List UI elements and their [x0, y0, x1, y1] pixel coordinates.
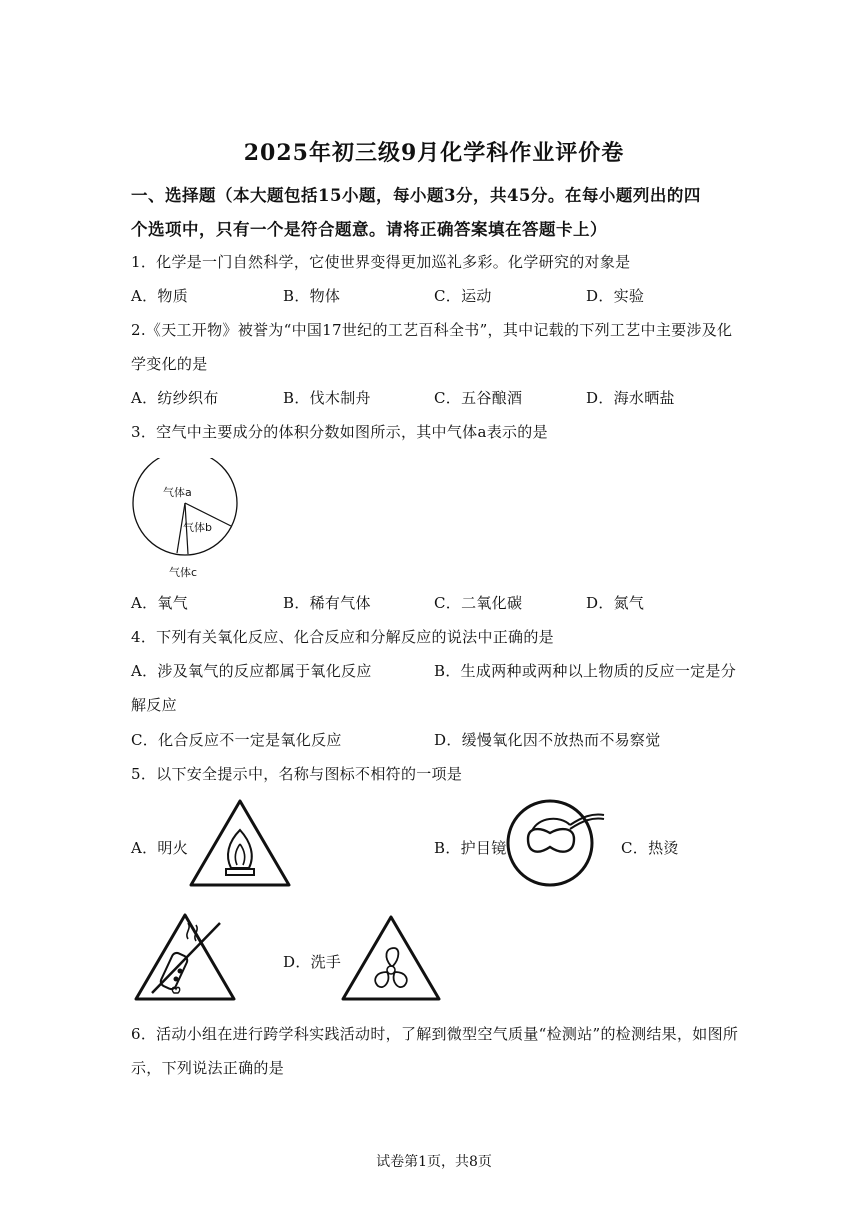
- page-title: 2025年初三级9月化学科作业评价卷: [243, 140, 625, 166]
- question-5-text: 5．以下安全提示中，名称与图标不相符的一项是: [131, 765, 463, 783]
- q3-option-a: A．氧气: [131, 594, 189, 612]
- q2-option-a: A．纺纱织布: [131, 389, 219, 407]
- ventilation-fan-warning-icon: [340, 914, 442, 1002]
- label-gas-b: 气体b: [183, 521, 212, 534]
- air-composition-pie-figure: [125, 458, 255, 588]
- open-flame-warning-icon: [188, 798, 292, 888]
- q5-option-d: D．洗手: [283, 953, 342, 971]
- question-4-text: 4．下列有关氧化反应、化合反应和分解反应的说法中正确的是: [131, 628, 554, 646]
- q1-option-d: D．实验: [586, 287, 645, 305]
- question-1-text: 1．化学是一门自然科学，它使世界变得更加巡礼多彩。化学研究的对象是: [131, 253, 631, 271]
- q3-option-b: B．稀有气体: [283, 594, 371, 612]
- section-heading-line-2: 个选项中，只有一个是符合题意。请将正确答案填在答题卡上）: [131, 220, 607, 239]
- q1-option-a: A．物质: [131, 287, 189, 305]
- question-2-text-line-2: 学变化的是: [131, 355, 208, 373]
- q2-option-c: C．五谷酿酒: [434, 389, 523, 407]
- q4-option-c: C．化合反应不一定是氧化反应: [131, 731, 342, 749]
- question-6-text-line-2: 示，下列说法正确的是: [131, 1059, 285, 1077]
- label-gas-a: 气体a: [163, 486, 192, 499]
- q2-option-d: D．海水晒盐: [586, 389, 675, 407]
- eye-protection-goggles-icon: [504, 797, 610, 889]
- q3-option-d: D．氮气: [586, 594, 645, 612]
- section-heading-line-1: 一、选择题（本大题包括15小题，每小题3分，共45分。在每小题列出的四: [131, 186, 701, 205]
- q4-option-b: B．生成两种或两种以上物质的反应一定是分: [434, 662, 737, 680]
- q5-option-b: B．护目镜: [434, 839, 507, 857]
- q3-option-c: C．二氧化碳: [434, 594, 523, 612]
- question-2-text-line-1: 2.《天工开物》被誉为“中国17世纪的工艺百科全书”，其中记载的下列工艺中主要涉及化: [131, 321, 733, 339]
- q5-option-a: A．明火: [131, 839, 189, 857]
- q1-option-b: B．物体: [283, 287, 341, 305]
- q5-option-c: C．热烫: [621, 839, 679, 857]
- q4-option-b-continued: 解反应: [131, 696, 177, 714]
- q4-option-a: A．涉及氧气的反应都属于氧化反应: [131, 662, 372, 680]
- q2-option-b: B．伐木制舟: [283, 389, 371, 407]
- q4-option-d: D．缓慢氧化因不放热而不易察觉: [434, 731, 661, 749]
- question-6-text-line-1: 6．活动小组在进行跨学科实践活动时，了解到微型空气质量“检测站”的检测结果，如图所: [131, 1025, 739, 1043]
- page-footer: 试卷第1页，共8页: [376, 1154, 492, 1170]
- question-3-text: 3．空气中主要成分的体积分数如图所示，其中气体a表示的是: [131, 423, 548, 441]
- q1-option-c: C．运动: [434, 287, 492, 305]
- label-gas-c: 气体c: [169, 566, 198, 579]
- hot-surface-warning-icon: [130, 909, 240, 1005]
